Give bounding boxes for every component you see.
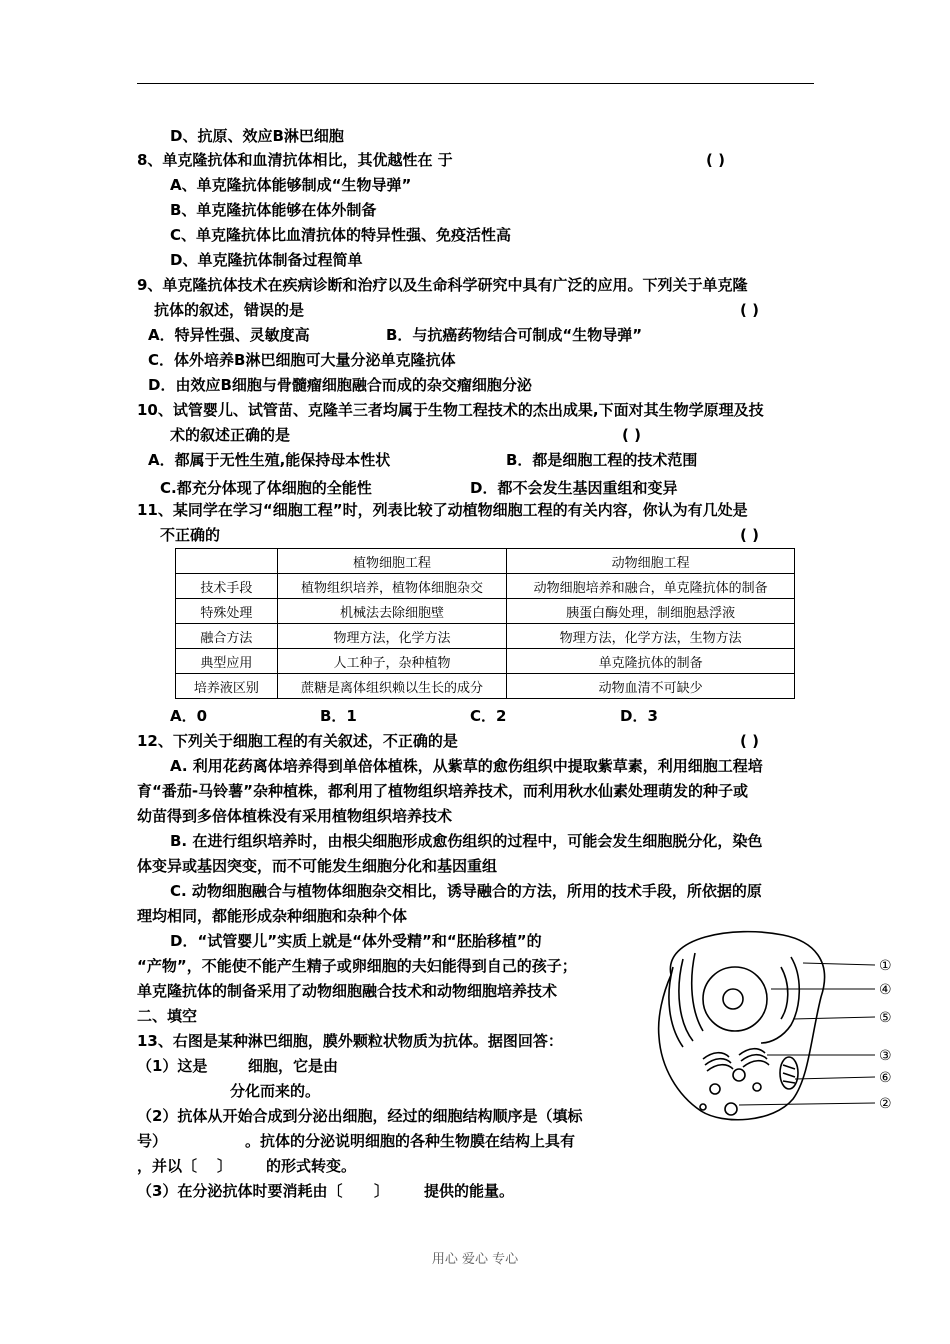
table-cell: 技术手段 xyxy=(176,574,278,599)
q13-part2-line2-suffix: 。抗体的分泌说明细胞的各种生物膜在结构上具有 xyxy=(245,1132,576,1150)
q12-option-c-line1: C. 动物细胞融合与植物体细胞杂交相比，诱导融合的方法，所用的技术手段，所依据的原 xyxy=(170,882,762,900)
table-row xyxy=(176,674,795,699)
q9-answer-paren: ( ) xyxy=(740,301,759,319)
table-cell: 特殊处理 xyxy=(176,599,278,624)
table-cell: 单克隆抗体的制备 xyxy=(507,649,795,674)
q13-part1-line2: 分化而来的。 xyxy=(230,1082,321,1100)
table-row xyxy=(176,599,795,624)
q9-stem-line2: 抗体的叙述，错误的是 xyxy=(154,301,305,319)
diagram-label: ⑤ xyxy=(879,1010,892,1026)
q11-answer-paren: ( ) xyxy=(740,526,759,544)
table-cell: 物理方法，化学方法 xyxy=(277,624,507,649)
table-cell: 动物血清不可缺少 xyxy=(507,674,795,699)
q13-stem: 13、右图是某种淋巴细胞，膜外颗粒状物质为抗体。据图回答： xyxy=(137,1032,563,1050)
nucleolus xyxy=(723,989,743,1009)
q12-option-a-line3: 幼苗得到多倍体植株没有采用植物组织培养技术 xyxy=(137,807,453,825)
diagram-label: ② xyxy=(879,1096,892,1112)
q11-stem-line1: 11、某同学在学习“细胞工程”时，列表比较了动植物细胞工程的有关内容，你认为有几处是 xyxy=(137,501,748,519)
q10-option-b: B．都是细胞工程的技术范围 xyxy=(506,451,698,469)
diagram-label: ⑥ xyxy=(879,1070,892,1086)
table-cell: 植物组织培养，植物体细胞杂交 xyxy=(277,574,507,599)
table-header-cell: 植物细胞工程 xyxy=(277,549,507,574)
q10-option-c: C.都充分体现了体细胞的全能性 xyxy=(160,479,372,497)
q11-option-d: D．3 xyxy=(620,707,658,725)
table-cell: 物理方法，化学方法，生物方法 xyxy=(507,624,795,649)
section-title-fill-in: 二、填空 xyxy=(137,1007,198,1025)
q8-option-c: C、单克隆抗体比血清抗体的特异性强、免疫活性高 xyxy=(170,226,512,244)
q9-option-a: A．特异性强、灵敏度高 xyxy=(148,326,310,344)
q13-part1-suffix: 细胞，它是由 xyxy=(248,1057,339,1075)
q13-part2-line3-prefix: ，并以〔 xyxy=(137,1157,198,1175)
q12-option-a-line2: 育“番茄-马铃薯”杂种植株，都利用了植物组织培养技术，而利用秋水仙素处理萌发的种子或 xyxy=(137,782,748,800)
q10-stem-line1: 10、试管婴儿、试管苗、克隆羊三者均属于生物工程技术的杰出成果,下面对其生物学原理及技 xyxy=(137,401,764,419)
table-cell: 动物细胞培养和融合，单克隆抗体的制备 xyxy=(507,574,795,599)
q8-option-a: A、单克隆抗体能够制成“生物导弹” xyxy=(170,176,412,194)
q10-option-a: A．都属于无性生殖,能保持母本性状 xyxy=(148,451,391,469)
table-row xyxy=(176,649,795,674)
q8-option-d: D、单克隆抗体制备过程简单 xyxy=(170,251,363,269)
q13-part3-suffix: 提供的能量。 xyxy=(424,1182,515,1200)
page-footer: 用心 爱心 专心 xyxy=(431,1252,519,1267)
nucleus xyxy=(703,967,767,1031)
diagram-label: ① xyxy=(879,958,892,974)
q7-option-d: D、抗原、效应B淋巴细胞 xyxy=(170,127,344,145)
q12-stem: 12、下列关于细胞工程的有关叙述，不正确的是 xyxy=(137,732,458,750)
diagram-label: ③ xyxy=(879,1048,892,1064)
q12-answer-paren: ( ) xyxy=(740,732,759,750)
q9-option-b: B．与抗癌药物结合可制成“生物导弹” xyxy=(386,326,643,344)
diagram-label: ④ xyxy=(879,982,892,998)
q12-option-c-line2: 理均相同，都能形成杂种细胞和杂种个体 xyxy=(137,907,408,925)
table-cell: 典型应用 xyxy=(176,649,278,674)
q8-option-b: B、单克隆抗体能够在体外制备 xyxy=(170,201,377,219)
table-row xyxy=(176,624,795,649)
q12-option-d-line2: “产物”，不能使不能产生精子或卵细胞的夫妇能得到自己的孩子； xyxy=(137,957,577,975)
q9-option-c: C．体外培养B淋巴细胞可大量分泌单克隆抗体 xyxy=(148,351,456,369)
table-cell: 人工种子，杂种植物 xyxy=(277,649,507,674)
q11-option-b: B．1 xyxy=(320,707,357,725)
q13-part2-line3-bracket: 〕 xyxy=(217,1157,233,1175)
q11-option-c: C．2 xyxy=(470,707,507,725)
q13-part3-bracket: 〕 xyxy=(374,1182,390,1200)
table-header-row xyxy=(176,549,795,574)
q8-answer-paren: ( ) xyxy=(706,151,725,169)
q9-stem-line1: 9、单克隆抗体技术在疾病诊断和治疗以及生命科学研究中具有广泛的应用。下列关于单克隆 xyxy=(137,276,748,294)
q10-option-d: D．都不会发生基因重组和变异 xyxy=(470,479,678,497)
q12-option-d-line1: D．“试管婴儿”实质上就是“体外受精”和“胚胎移植”的 xyxy=(170,932,542,950)
header-rule xyxy=(137,83,814,84)
mitochondrion xyxy=(780,1057,798,1089)
q10-stem-line2: 术的叙述正确的是 xyxy=(170,426,291,444)
plasma-cell-diagram xyxy=(643,927,903,1142)
q12-option-d-line3: 单克隆抗体的制备采用了动物细胞融合技术和动物细胞培养技术 xyxy=(137,982,558,1000)
q12-option-b-line1: B. 在进行组织培养时，由根尖细胞形成愈伤组织的过程中，可能会发生细胞脱分化，染色 xyxy=(170,832,763,850)
q9-option-d: D．由效应B细胞与骨髓瘤细胞融合而成的杂交瘤细胞分泌 xyxy=(148,376,532,394)
q13-part1-prefix: （1）这是 xyxy=(137,1057,208,1075)
table-cell: 蔗糖是离体组织赖以生长的成分 xyxy=(277,674,507,699)
q13-part2-line3-suffix: 的形式转变。 xyxy=(266,1157,357,1175)
q13-part2-line2-prefix: 号） xyxy=(137,1132,168,1150)
q8-stem: 8、单克隆抗体和血清抗体相比，其优越性在 于 xyxy=(137,151,453,169)
comparison-table xyxy=(175,548,795,699)
q13-part2-line1: （2）抗体从开始合成到分泌出细胞，经过的细胞结构顺序是（填标 xyxy=(137,1107,583,1125)
q11-option-a: A．0 xyxy=(170,707,208,725)
q12-option-a-line1: A. 利用花药离体培养得到单倍体植株，从紫草的愈伤组织中提取紫草素，利用细胞工程培 xyxy=(170,757,763,775)
q10-answer-paren: ( ) xyxy=(622,426,641,444)
table-cell: 培养液区别 xyxy=(176,674,278,699)
q13-part3-prefix: （3）在分泌抗体时要消耗由〔 xyxy=(137,1182,343,1200)
table-cell: 机械法去除细胞壁 xyxy=(277,599,507,624)
table-row xyxy=(176,574,795,599)
table-cell: 融合方法 xyxy=(176,624,278,649)
table-cell: 胰蛋白酶处理，制细胞悬浮液 xyxy=(507,599,795,624)
table-header-cell: 动物细胞工程 xyxy=(507,549,795,574)
q11-stem-line2: 不正确的 xyxy=(160,526,221,544)
table-header-cell xyxy=(176,549,278,574)
q12-option-b-line2: 体变异或基因突变，而不可能发生细胞分化和基因重组 xyxy=(137,857,498,875)
